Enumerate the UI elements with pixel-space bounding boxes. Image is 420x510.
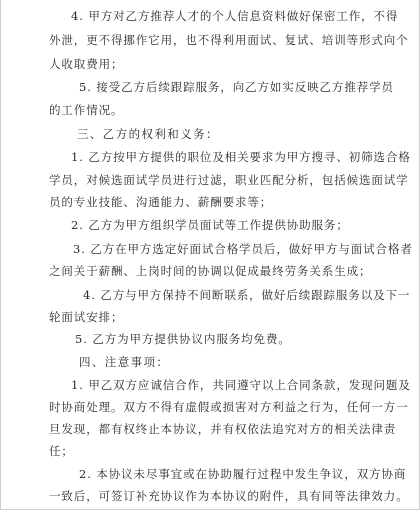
text-line: 4. 乙方与甲方保持不间断联系，做好后续跟踪服务以及下一 [83,288,411,302]
text-line: 人收取费用； [49,57,124,71]
text-line: 之间关于薪酬、上岗时间的协调以促成最终劳务关系生成； [49,264,372,278]
text-line: 任； [49,444,74,458]
text-line: 1. 乙方按甲方提供的职位及相关要求为甲方搜寻、初筛选合格 [71,150,411,164]
text-line: 5. 乙方为甲方提供协议内服务均免费。 [75,332,291,346]
text-line: 1. 甲乙双方应诚信合作，共同遵守以上合同条款，发现问题及 [71,378,411,392]
text-line: 员的专业技能、沟通能力、薪酬要求等； [49,195,273,209]
text-line: 外泄，更不得挪作它用，也不得利用面试、复试、培训等形式向个 [49,33,409,47]
text-line: 4. 甲方对乙方推荐人才的个人信息资料做好保密工作，不得 [71,9,399,23]
text-line: 2. 乙方为甲方组织学员面试等工作提供协助服务； [71,218,349,232]
text-line: 时协商处理。双方不得有虚假或损害对方利益之行为，任何一方一 [49,400,409,414]
text-line: 5. 接受乙方后续跟踪服务，向乙方如实反映乙方推荐学员 [79,80,394,94]
text-line: 轮面试安排； [49,310,124,324]
section-heading: 三、乙方的权利和义务： [77,127,219,141]
text-line: 的工作情况。 [49,103,124,117]
text-line: 旦发现，都有权终止本协议，并有权依法追究对方的相关法律责 [49,422,397,436]
text-line: 3. 乙方在甲方选定好面试合格学员后，做好甲方与面试合格者 [73,242,413,256]
text-line: 学员，对候选面试学员进行过滤，职业匹配分析，包括候选面试学 [49,173,409,187]
text-line: 2. 本协议未尽事宜或在协助履行过程中发生争议，双方协商 [79,467,407,481]
section-heading: 四、注意事项： [79,355,170,369]
text-line: 一致后，可签订补充协议作为本协议的附件，具有同等法律效力。 [49,489,409,503]
